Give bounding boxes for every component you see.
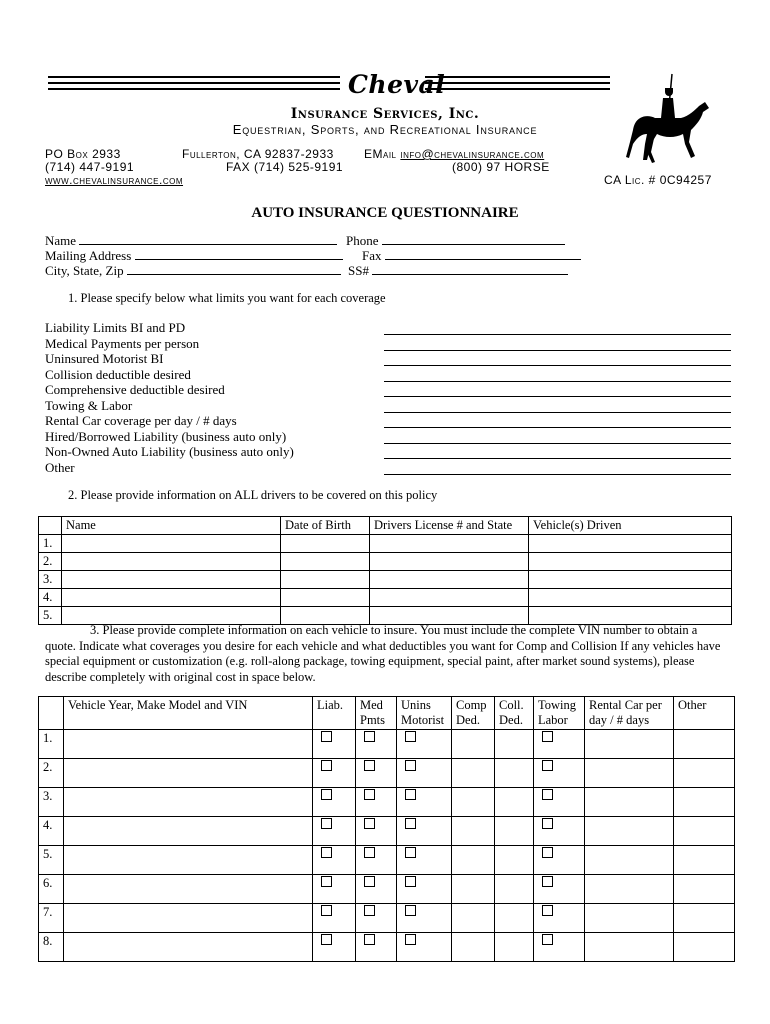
coverage-input-line[interactable] [384, 412, 731, 413]
tagline: Equestrian, Sports, and Recreational Insurance [232, 122, 538, 137]
col-vehicles: Vehicle(s) Driven [529, 517, 732, 535]
col-dob: Date of Birth [281, 517, 370, 535]
toll-free-number: (800) 97 HORSE [452, 160, 550, 174]
horse-rider-icon [625, 72, 715, 167]
col-license: Drivers License # and State [370, 517, 529, 535]
col-other: Other [674, 697, 735, 730]
col-rental: Rental Car per day / # days [585, 697, 674, 730]
coverage-input-line[interactable] [384, 365, 731, 366]
checkbox[interactable] [364, 876, 375, 887]
table-row: 3. [39, 788, 735, 817]
col-unins: Unins Motorist [397, 697, 452, 730]
coverage-input-line[interactable] [384, 427, 731, 428]
table-row: 5. [39, 846, 735, 875]
question-2: 2. Please provide information on ALL drivers to be covered on this policy [68, 488, 438, 502]
col-comp: Comp Ded. [452, 697, 495, 730]
checkbox[interactable] [321, 905, 332, 916]
checkbox[interactable] [321, 760, 332, 771]
table-row: 6. [39, 875, 735, 904]
city-address: Fullerton, CA 92837-2933 [182, 147, 334, 161]
checkbox[interactable] [542, 934, 553, 945]
checkbox[interactable] [321, 847, 332, 858]
table-row: 1. [39, 535, 732, 553]
checkbox[interactable] [321, 876, 332, 887]
checkbox[interactable] [405, 847, 416, 858]
coverage-label: Towing & Labor [45, 398, 133, 413]
city-state-zip-field[interactable]: City, State, Zip [45, 263, 341, 279]
coverage-input-line[interactable] [384, 334, 731, 335]
phone-field[interactable]: Phone [346, 233, 565, 249]
checkbox[interactable] [405, 760, 416, 771]
question-3: 3. Please provide complete information on each vehicle to insure. You must include the complete VIN number to obtain a quote. Indicate what coverages you desire for each vehicle and what deductibles you want for Comp and Collision If any vehicles have special equipment or customization (e.g. roll-along package, towing equipment, special paint, after market sound systems), please describe completely with original cost in space below. [45, 623, 721, 684]
logo-rule-left [48, 76, 340, 94]
coverage-label: Hired/Borrowed Liability (business auto only) [45, 429, 287, 444]
col-med: Med Pmts [356, 697, 397, 730]
coverage-label: Comprehensive deductible desired [45, 382, 225, 397]
coverage-label: Other [45, 460, 75, 475]
license-number: CA Lic. # 0C94257 [604, 173, 712, 187]
checkbox[interactable] [542, 760, 553, 771]
email-link[interactable]: info@chevalinsurance.com [400, 147, 545, 161]
phone-number: (714) 447-9191 [45, 160, 135, 174]
website-link[interactable]: www.chevalinsurance.com [45, 173, 184, 187]
checkbox[interactable] [364, 760, 375, 771]
checkbox[interactable] [321, 731, 332, 742]
mailing-address-field[interactable]: Mailing Address [45, 248, 343, 264]
coverage-label: Liability Limits BI and PD [45, 320, 186, 335]
col-towing: Towing Labor [534, 697, 585, 730]
col-liab: Liab. [313, 697, 356, 730]
coverage-label: Medical Payments per person [45, 336, 200, 351]
drivers-table [38, 516, 732, 625]
vehicles-table [38, 696, 735, 962]
ssn-field[interactable]: SS# [348, 263, 568, 279]
coverage-input-line[interactable] [384, 443, 731, 444]
table-row: 5. [39, 607, 732, 625]
fax-field[interactable]: Fax [362, 248, 581, 264]
checkbox[interactable] [321, 818, 332, 829]
checkbox[interactable] [364, 905, 375, 916]
question-1: 1. Please specify below what limits you want for each coverage [68, 291, 386, 305]
logo-rule-right [425, 76, 610, 94]
checkbox[interactable] [405, 905, 416, 916]
coverage-input-line[interactable] [384, 381, 731, 382]
checkbox[interactable] [364, 789, 375, 800]
col-coll: Coll. Ded. [495, 697, 534, 730]
checkbox[interactable] [542, 876, 553, 887]
checkbox[interactable] [364, 934, 375, 945]
email-line: EMail info@chevalinsurance.com [364, 147, 545, 161]
table-row: 1. [39, 730, 735, 759]
table-row: 4. [39, 817, 735, 846]
checkbox[interactable] [405, 934, 416, 945]
coverage-label: Uninsured Motorist BI [45, 351, 164, 366]
checkbox[interactable] [364, 818, 375, 829]
coverage-input-line[interactable] [384, 474, 731, 475]
table-row: 2. [39, 759, 735, 788]
name-field[interactable]: Name [45, 233, 337, 249]
coverage-label: Rental Car coverage per day / # days [45, 413, 237, 428]
checkbox[interactable] [542, 818, 553, 829]
po-box: PO Box 2933 [45, 147, 121, 161]
col-vehicle: Vehicle Year, Make Model and VIN [64, 697, 313, 730]
checkbox[interactable] [405, 818, 416, 829]
coverage-input-line[interactable] [384, 458, 731, 459]
checkbox[interactable] [542, 905, 553, 916]
checkbox[interactable] [405, 731, 416, 742]
fax-number: FAX (714) 525-9191 [226, 160, 344, 174]
checkbox[interactable] [364, 731, 375, 742]
table-row: 3. [39, 571, 732, 589]
company-name: Insurance Services, Inc. [290, 106, 480, 122]
checkbox[interactable] [321, 934, 332, 945]
table-row: 4. [39, 589, 732, 607]
col-name: Name [62, 517, 281, 535]
checkbox[interactable] [364, 847, 375, 858]
form-title: AUTO INSURANCE QUESTIONNAIRE [251, 205, 519, 221]
checkbox[interactable] [321, 789, 332, 800]
table-row: 7. [39, 904, 735, 933]
coverage-input-line[interactable] [384, 396, 731, 397]
checkbox[interactable] [542, 847, 553, 858]
table-row: 2. [39, 553, 732, 571]
checkbox[interactable] [405, 789, 416, 800]
coverage-input-line[interactable] [384, 350, 731, 351]
table-row: 8. [39, 933, 735, 962]
checkbox[interactable] [542, 731, 553, 742]
coverage-label: Non-Owned Auto Liability (business auto only) [45, 444, 294, 459]
brand-name: Cheval [348, 70, 446, 99]
checkbox[interactable] [405, 876, 416, 887]
coverage-label: Collision deductible desired [45, 367, 191, 382]
checkbox[interactable] [542, 789, 553, 800]
